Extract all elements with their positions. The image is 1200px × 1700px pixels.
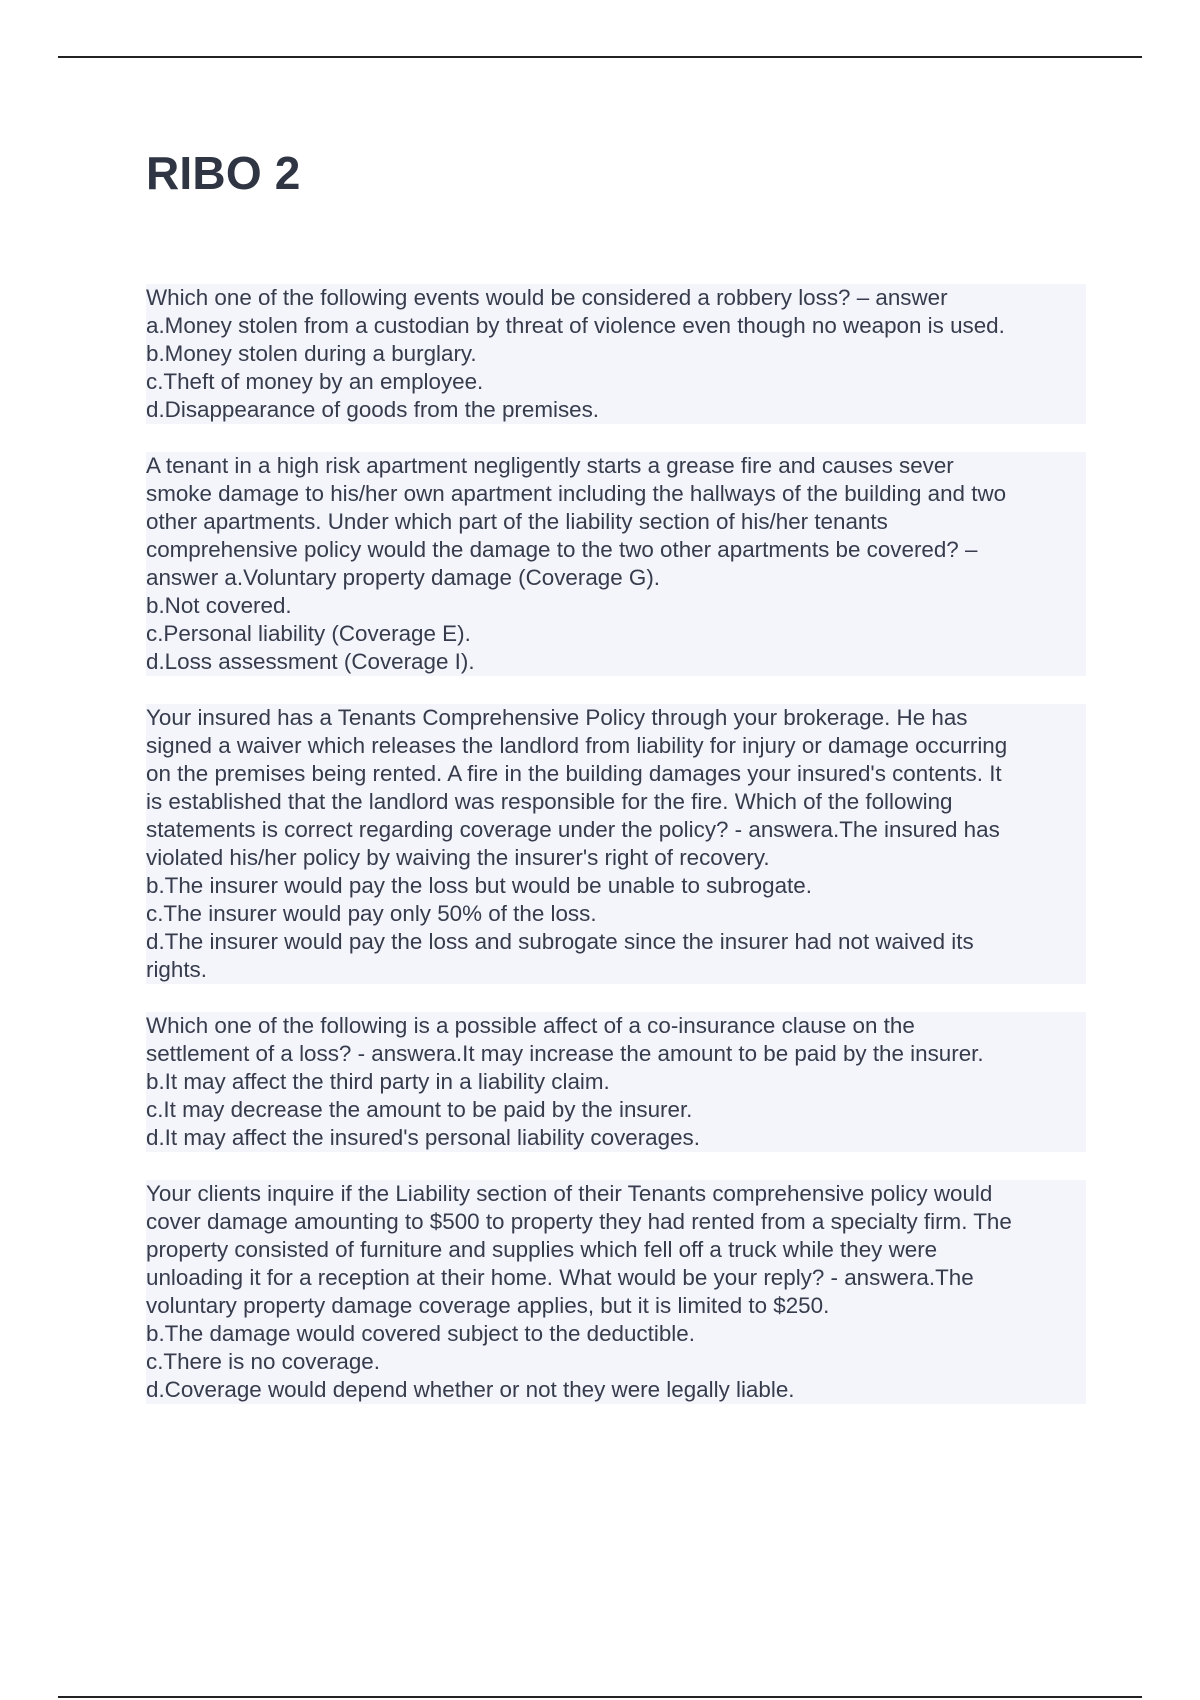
question-5 xyxy=(146,1180,1086,1404)
answer-option-c: c.It may decrease the amount to be paid by the insurer. xyxy=(146,1096,1086,1124)
answer-option-a: statements is correct regarding coverage under the policy? - answera.The insured has xyxy=(146,816,1086,844)
answer-option-b: b.The insurer would pay the loss but would be unable to subrogate. xyxy=(146,872,1086,900)
question-line: smoke damage to his/her own apartment including the hallways of the building and two xyxy=(146,480,1086,508)
document-title: RIBO 2 xyxy=(146,147,301,199)
answer-option-b: b.Not covered. xyxy=(146,592,1086,620)
question-line: A tenant in a high risk apartment negligently starts a grease fire and causes sever xyxy=(146,452,1086,480)
answer-option-a: answer a.Voluntary property damage (Coverage G). xyxy=(146,564,1086,592)
answer-option-c: c.Theft of money by an employee. xyxy=(146,368,1086,396)
answer-option-b: b.The damage would covered subject to the deductible. xyxy=(146,1320,1086,1348)
answer-option-d-continued: rights. xyxy=(146,956,1086,984)
answer-option-b: b.Money stolen during a burglary. xyxy=(146,340,1086,368)
question-2 xyxy=(146,452,1086,676)
answer-option-d: d.The insurer would pay the loss and subrogate since the insurer had not waived its xyxy=(146,928,1086,956)
answer-option-d: d.Disappearance of goods from the premises. xyxy=(146,396,1086,424)
question-line: Your clients inquire if the Liability section of their Tenants comprehensive policy would xyxy=(146,1180,1086,1208)
question-list xyxy=(146,284,1086,1432)
answer-option-c: c.There is no coverage. xyxy=(146,1348,1086,1376)
answer-option-d: d.Coverage would depend whether or not they were legally liable. xyxy=(146,1376,1086,1404)
answer-option-d: d.It may affect the insured's personal liability coverages. xyxy=(146,1124,1086,1152)
question-line: Which one of the following is a possible affect of a co-insurance clause on the xyxy=(146,1012,1086,1040)
answer-option-a: a.Money stolen from a custodian by threat of violence even though no weapon is used. xyxy=(146,312,1086,340)
answer-option-a-continued: violated his/her policy by waiving the insurer's right of recovery. xyxy=(146,844,1086,872)
question-line: on the premises being rented. A fire in the building damages your insured's contents. It xyxy=(146,760,1086,788)
answer-option-a: settlement of a loss? - answera.It may increase the amount to be paid by the insurer. xyxy=(146,1040,1086,1068)
question-line: other apartments. Under which part of the liability section of his/her tenants xyxy=(146,508,1086,536)
question-line: signed a waiver which releases the landlord from liability for injury or damage occurring xyxy=(146,732,1086,760)
question-line: is established that the landlord was responsible for the fire. Which of the following xyxy=(146,788,1086,816)
top-rule xyxy=(58,56,1142,58)
question-1 xyxy=(146,284,1086,424)
answer-option-a-continued: voluntary property damage coverage applies, but it is limited to $250. xyxy=(146,1292,1086,1320)
answer-option-a: unloading it for a reception at their home. What would be your reply? - answera.The xyxy=(146,1264,1086,1292)
answer-option-d: d.Loss assessment (Coverage I). xyxy=(146,648,1086,676)
bottom-rule xyxy=(58,1696,1142,1698)
question-line: cover damage amounting to $500 to property they had rented from a specialty firm. The xyxy=(146,1208,1086,1236)
question-4 xyxy=(146,1012,1086,1152)
answer-option-c: c.The insurer would pay only 50% of the loss. xyxy=(146,900,1086,928)
question-line: property consisted of furniture and supplies which fell off a truck while they were xyxy=(146,1236,1086,1264)
question-3 xyxy=(146,704,1086,984)
answer-option-c: c.Personal liability (Coverage E). xyxy=(146,620,1086,648)
question-line: comprehensive policy would the damage to the two other apartments be covered? – xyxy=(146,536,1086,564)
answer-option-b: b.It may affect the third party in a liability claim. xyxy=(146,1068,1086,1096)
question-line: Your insured has a Tenants Comprehensive Policy through your brokerage. He has xyxy=(146,704,1086,732)
question-line: Which one of the following events would be considered a robbery loss? – answer xyxy=(146,284,1086,312)
